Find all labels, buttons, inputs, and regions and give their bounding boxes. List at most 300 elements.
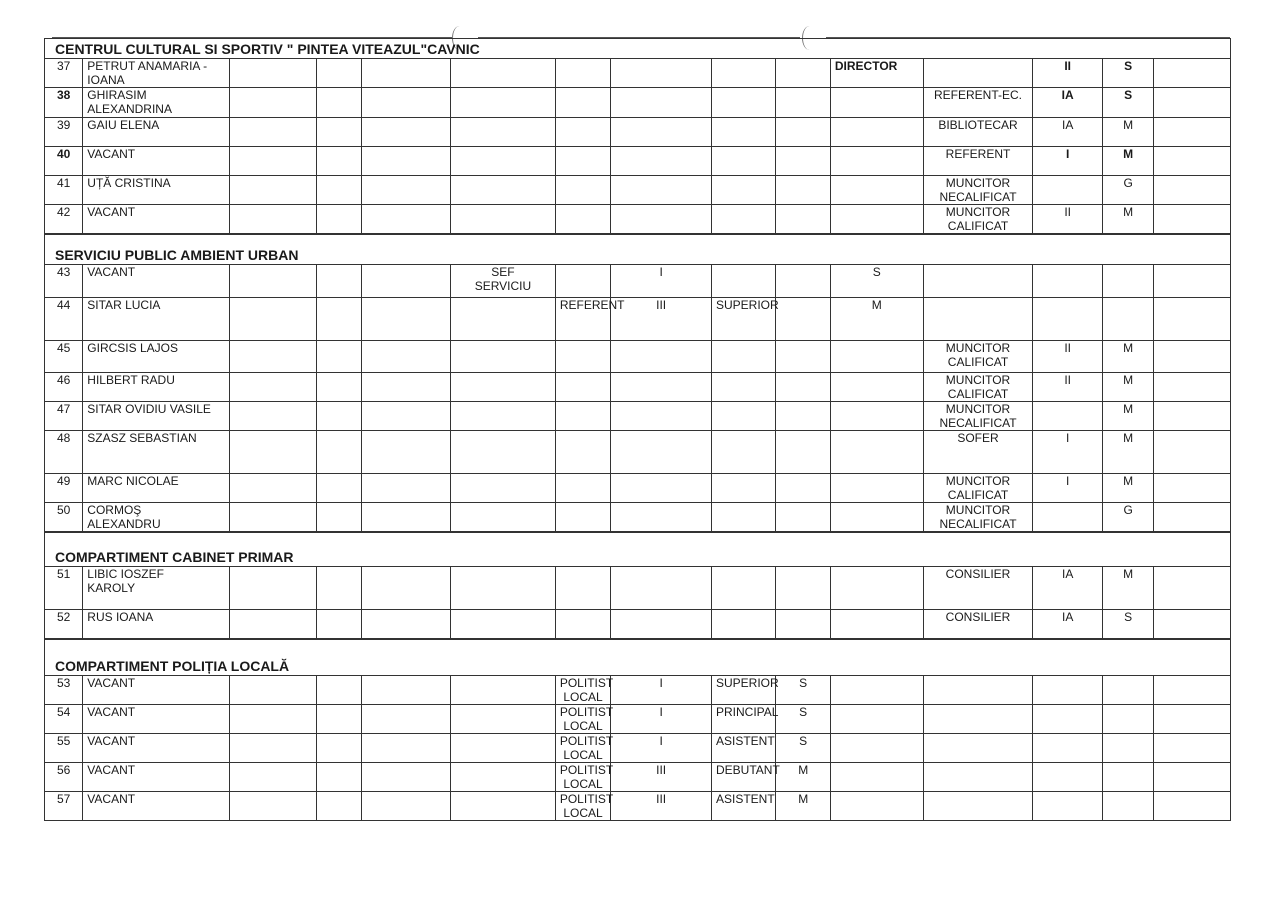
data-cell: [230, 265, 317, 298]
data-cell: [611, 610, 712, 639]
data-cell: [1102, 265, 1153, 298]
data-cell: [451, 705, 556, 734]
section-table: [44, 566, 1231, 639]
name-cell: GHIRASIM ALEXANDRINA: [83, 88, 230, 118]
data-cell: [1033, 705, 1103, 734]
data-cell: [611, 205, 712, 234]
data-cell: [776, 147, 830, 176]
data-cell: [362, 205, 451, 234]
data-cell: [1154, 567, 1231, 610]
data-cell: [712, 474, 776, 503]
data-cell: [830, 176, 923, 205]
table-row: [45, 59, 1231, 88]
data-cell: [317, 763, 362, 792]
data-cell: IA: [1033, 118, 1103, 147]
data-cell: [230, 205, 317, 234]
table-row: [45, 298, 1231, 341]
data-cell: [317, 402, 362, 431]
row-number-cell: 54: [45, 705, 83, 734]
name-cell: RUS IOANA: [83, 610, 230, 639]
data-cell: [230, 298, 317, 341]
data-cell: S: [776, 705, 830, 734]
data-cell: [362, 402, 451, 431]
data-cell: I: [611, 265, 712, 298]
data-cell: [1102, 792, 1153, 821]
data-cell: PRINCIPAL: [712, 705, 776, 734]
name-cell: SITAR LUCIA: [83, 298, 230, 341]
name-cell: UȚĂ CRISTINA: [83, 176, 230, 205]
data-cell: [611, 118, 712, 147]
table-row: [45, 763, 1231, 792]
section-title: [44, 532, 1231, 566]
data-cell: [362, 176, 451, 205]
data-cell: [1033, 763, 1103, 792]
data-cell: [230, 763, 317, 792]
data-cell: S: [1102, 88, 1153, 118]
data-cell: [776, 474, 830, 503]
data-cell: [317, 734, 362, 763]
data-cell: CONSILIER: [923, 567, 1033, 610]
data-cell: [317, 176, 362, 205]
data-cell: MUNCITOR NECALIFICAT: [923, 402, 1033, 431]
name-cell: GIRCSIS LAJOS: [83, 341, 230, 373]
data-cell: [230, 676, 317, 705]
data-cell: [555, 610, 610, 639]
data-cell: [230, 59, 317, 88]
data-cell: POLITIST LOCAL: [555, 763, 610, 792]
data-cell: [451, 118, 556, 147]
data-cell: SUPERIOR: [712, 298, 776, 341]
data-cell: [451, 676, 556, 705]
data-cell: [611, 147, 712, 176]
data-cell: [555, 118, 610, 147]
data-cell: [230, 373, 317, 402]
table-row: [45, 705, 1231, 734]
row-number-cell: 38: [45, 88, 83, 118]
personnel-table-sheet: [44, 38, 1231, 821]
data-cell: G: [1102, 176, 1153, 205]
section-title: [44, 38, 1231, 58]
data-cell: S: [830, 265, 923, 298]
data-cell: [1154, 118, 1231, 147]
data-cell: [1154, 265, 1231, 298]
data-cell: I: [611, 676, 712, 705]
data-cell: [830, 763, 923, 792]
data-cell: [611, 474, 712, 503]
data-cell: [1033, 734, 1103, 763]
data-cell: REFERENT: [923, 147, 1033, 176]
data-cell: ASISTENT: [712, 792, 776, 821]
data-cell: [830, 402, 923, 431]
data-cell: MUNCITOR CALIFICAT: [923, 373, 1033, 402]
data-cell: [830, 431, 923, 474]
row-number-cell: 53: [45, 676, 83, 705]
data-cell: [451, 341, 556, 373]
data-cell: [923, 734, 1033, 763]
table-row: [45, 610, 1231, 639]
data-cell: M: [1102, 118, 1153, 147]
data-cell: [230, 610, 317, 639]
data-cell: [1154, 610, 1231, 639]
data-cell: [1154, 298, 1231, 341]
name-cell: VACANT: [83, 205, 230, 234]
data-cell: I: [611, 734, 712, 763]
data-cell: I: [1033, 431, 1103, 474]
section-title: [44, 639, 1231, 675]
data-cell: [1154, 402, 1231, 431]
table-row: [45, 265, 1231, 298]
data-cell: [611, 431, 712, 474]
data-cell: II: [1033, 205, 1103, 234]
table-row: [45, 176, 1231, 205]
data-cell: [230, 792, 317, 821]
data-cell: III: [611, 763, 712, 792]
data-cell: [317, 474, 362, 503]
data-cell: [776, 298, 830, 341]
data-cell: REFERENT-EC.: [923, 88, 1033, 118]
data-cell: [776, 59, 830, 88]
data-cell: [776, 265, 830, 298]
section-title-text: SERVICIU PUBLIC AMBIENT URBAN: [55, 247, 299, 263]
data-cell: [1154, 705, 1231, 734]
data-cell: [317, 567, 362, 610]
data-cell: [451, 147, 556, 176]
data-cell: [317, 118, 362, 147]
data-cell: [712, 59, 776, 88]
data-cell: [362, 341, 451, 373]
data-cell: [712, 176, 776, 205]
data-cell: M: [1102, 474, 1153, 503]
data-cell: [611, 402, 712, 431]
data-cell: [317, 88, 362, 118]
table-row: [45, 341, 1231, 373]
data-cell: [712, 265, 776, 298]
data-cell: [712, 567, 776, 610]
data-cell: [317, 705, 362, 734]
data-cell: I: [1033, 474, 1103, 503]
data-cell: [1102, 763, 1153, 792]
data-cell: [712, 431, 776, 474]
data-cell: [317, 676, 362, 705]
row-number-cell: 55: [45, 734, 83, 763]
data-cell: [712, 88, 776, 118]
row-number-cell: 37: [45, 59, 83, 88]
data-cell: [555, 147, 610, 176]
row-number-cell: 56: [45, 763, 83, 792]
data-cell: II: [1033, 373, 1103, 402]
data-cell: M: [776, 763, 830, 792]
data-cell: [830, 474, 923, 503]
data-cell: DIRECTOR: [830, 59, 923, 88]
data-cell: [611, 503, 712, 532]
data-cell: [830, 373, 923, 402]
data-cell: [611, 341, 712, 373]
data-cell: CONSILIER: [923, 610, 1033, 639]
data-cell: [555, 176, 610, 205]
data-cell: SUPERIOR: [712, 676, 776, 705]
data-cell: [830, 567, 923, 610]
data-cell: [1102, 298, 1153, 341]
data-cell: [1154, 147, 1231, 176]
data-cell: [712, 610, 776, 639]
name-cell: VACANT: [83, 676, 230, 705]
data-cell: [555, 88, 610, 118]
table-row: [45, 734, 1231, 763]
data-cell: [712, 503, 776, 532]
data-cell: [776, 341, 830, 373]
row-number-cell: 51: [45, 567, 83, 610]
data-cell: [317, 341, 362, 373]
name-cell: SZASZ SEBASTIAN: [83, 431, 230, 474]
data-cell: [1102, 705, 1153, 734]
data-cell: [230, 118, 317, 147]
row-number-cell: 40: [45, 147, 83, 176]
data-cell: M: [830, 298, 923, 341]
data-cell: [451, 176, 556, 205]
data-cell: [776, 610, 830, 639]
row-number-cell: 39: [45, 118, 83, 147]
name-cell: VACANT: [83, 734, 230, 763]
row-number-cell: 48: [45, 431, 83, 474]
data-cell: [451, 474, 556, 503]
table-row: [45, 118, 1231, 147]
data-cell: [451, 734, 556, 763]
data-cell: [230, 88, 317, 118]
data-cell: M: [1102, 147, 1153, 176]
data-cell: [830, 610, 923, 639]
data-cell: [317, 298, 362, 341]
data-cell: IA: [1033, 610, 1103, 639]
data-cell: MUNCITOR CALIFICAT: [923, 341, 1033, 373]
data-cell: S: [1102, 59, 1153, 88]
data-cell: MUNCITOR CALIFICAT: [923, 474, 1033, 503]
section-title-text: COMPARTIMENT CABINET PRIMAR: [55, 549, 294, 565]
data-cell: [923, 298, 1033, 341]
data-cell: [830, 118, 923, 147]
table-row: [45, 567, 1231, 610]
data-cell: [1154, 734, 1231, 763]
data-cell: [1154, 792, 1231, 821]
data-cell: [1033, 676, 1103, 705]
data-cell: [923, 59, 1033, 88]
data-cell: POLITIST LOCAL: [555, 705, 610, 734]
data-cell: M: [1102, 431, 1153, 474]
table-row: [45, 474, 1231, 503]
row-number-cell: 42: [45, 205, 83, 234]
name-cell: SITAR OVIDIU VASILE: [83, 402, 230, 431]
data-cell: [712, 205, 776, 234]
data-cell: [923, 265, 1033, 298]
data-cell: [555, 474, 610, 503]
data-cell: [1154, 88, 1231, 118]
data-cell: M: [1102, 205, 1153, 234]
data-cell: [611, 373, 712, 402]
data-cell: [776, 373, 830, 402]
data-cell: [1033, 176, 1103, 205]
data-cell: [1154, 431, 1231, 474]
data-cell: [830, 205, 923, 234]
data-cell: [830, 147, 923, 176]
data-cell: SEF SERVICIU: [451, 265, 556, 298]
data-cell: [317, 147, 362, 176]
data-cell: [611, 567, 712, 610]
data-cell: [776, 567, 830, 610]
data-cell: MUNCITOR NECALIFICAT: [923, 176, 1033, 205]
data-cell: [451, 59, 556, 88]
data-cell: [451, 431, 556, 474]
data-cell: [1154, 205, 1231, 234]
data-cell: [451, 402, 556, 431]
data-cell: MUNCITOR NECALIFICAT: [923, 503, 1033, 532]
data-cell: [362, 88, 451, 118]
data-cell: [451, 298, 556, 341]
data-cell: [451, 373, 556, 402]
data-cell: [830, 734, 923, 763]
section-title: [44, 234, 1231, 264]
section-table: [44, 58, 1231, 234]
data-cell: [776, 431, 830, 474]
data-cell: [451, 763, 556, 792]
data-cell: [555, 431, 610, 474]
data-cell: POLITIST LOCAL: [555, 676, 610, 705]
name-cell: GAIU ELENA: [83, 118, 230, 147]
data-cell: IA: [1033, 88, 1103, 118]
data-cell: [1154, 341, 1231, 373]
data-cell: [317, 503, 362, 532]
name-cell: PETRUT ANAMARIA - IOANA: [83, 59, 230, 88]
name-cell: VACANT: [83, 705, 230, 734]
data-cell: [230, 503, 317, 532]
data-cell: REFERENT: [555, 298, 610, 341]
data-cell: [317, 431, 362, 474]
table-row: [45, 503, 1231, 532]
data-cell: IA: [1033, 567, 1103, 610]
table-row: [45, 402, 1231, 431]
name-cell: HILBERT RADU: [83, 373, 230, 402]
data-cell: M: [1102, 567, 1153, 610]
data-cell: [1154, 474, 1231, 503]
data-cell: [712, 402, 776, 431]
table-row: [45, 147, 1231, 176]
data-cell: [317, 205, 362, 234]
data-cell: [830, 503, 923, 532]
data-cell: [1102, 734, 1153, 763]
data-cell: POLITIST LOCAL: [555, 734, 610, 763]
data-cell: [317, 59, 362, 88]
data-cell: [230, 567, 317, 610]
data-cell: [1033, 402, 1103, 431]
data-cell: M: [1102, 402, 1153, 431]
data-cell: [230, 705, 317, 734]
data-cell: [317, 610, 362, 639]
data-cell: [362, 431, 451, 474]
data-cell: [362, 676, 451, 705]
data-cell: [712, 118, 776, 147]
data-cell: [362, 118, 451, 147]
data-cell: [776, 503, 830, 532]
data-cell: [1033, 792, 1103, 821]
table-row: [45, 205, 1231, 234]
data-cell: [555, 402, 610, 431]
data-cell: SOFER: [923, 431, 1033, 474]
row-number-cell: 47: [45, 402, 83, 431]
data-cell: S: [776, 676, 830, 705]
table-row: [45, 431, 1231, 474]
data-cell: [923, 705, 1033, 734]
data-cell: M: [776, 792, 830, 821]
data-cell: II: [1033, 59, 1103, 88]
table-row: [45, 373, 1231, 402]
data-cell: [555, 373, 610, 402]
section-table: [44, 264, 1231, 532]
data-cell: [1102, 676, 1153, 705]
data-cell: [555, 59, 610, 88]
data-cell: [1033, 503, 1103, 532]
data-cell: II: [1033, 341, 1103, 373]
data-cell: [230, 734, 317, 763]
data-cell: [830, 705, 923, 734]
data-cell: [776, 205, 830, 234]
data-cell: [1154, 763, 1231, 792]
data-cell: M: [1102, 341, 1153, 373]
data-cell: [555, 341, 610, 373]
section-table: [44, 675, 1231, 821]
data-cell: [830, 792, 923, 821]
data-cell: [555, 503, 610, 532]
data-cell: [555, 205, 610, 234]
data-cell: [555, 567, 610, 610]
data-cell: [317, 792, 362, 821]
name-cell: VACANT: [83, 265, 230, 298]
data-cell: [362, 59, 451, 88]
table-row: [45, 88, 1231, 118]
data-cell: III: [611, 792, 712, 821]
data-cell: [230, 341, 317, 373]
data-cell: [830, 341, 923, 373]
name-cell: LIBIC IOSZEF KAROLY: [83, 567, 230, 610]
data-cell: [362, 610, 451, 639]
data-cell: [362, 503, 451, 532]
row-number-cell: 44: [45, 298, 83, 341]
name-cell: VACANT: [83, 792, 230, 821]
data-cell: [830, 88, 923, 118]
row-number-cell: 49: [45, 474, 83, 503]
data-cell: [776, 118, 830, 147]
data-cell: I: [1033, 147, 1103, 176]
row-number-cell: 57: [45, 792, 83, 821]
data-cell: [230, 147, 317, 176]
row-number-cell: 43: [45, 265, 83, 298]
data-cell: POLITIST LOCAL: [555, 792, 610, 821]
name-cell: VACANT: [83, 763, 230, 792]
data-cell: [923, 792, 1033, 821]
data-cell: [1033, 265, 1103, 298]
row-number-cell: 45: [45, 341, 83, 373]
data-cell: [451, 205, 556, 234]
data-cell: [362, 265, 451, 298]
data-cell: [776, 176, 830, 205]
data-cell: [362, 763, 451, 792]
data-cell: [712, 373, 776, 402]
name-cell: VACANT: [83, 147, 230, 176]
data-cell: [230, 431, 317, 474]
data-cell: [451, 567, 556, 610]
data-cell: [923, 676, 1033, 705]
data-cell: S: [776, 734, 830, 763]
data-cell: [776, 402, 830, 431]
data-cell: [362, 734, 451, 763]
data-cell: [611, 59, 712, 88]
